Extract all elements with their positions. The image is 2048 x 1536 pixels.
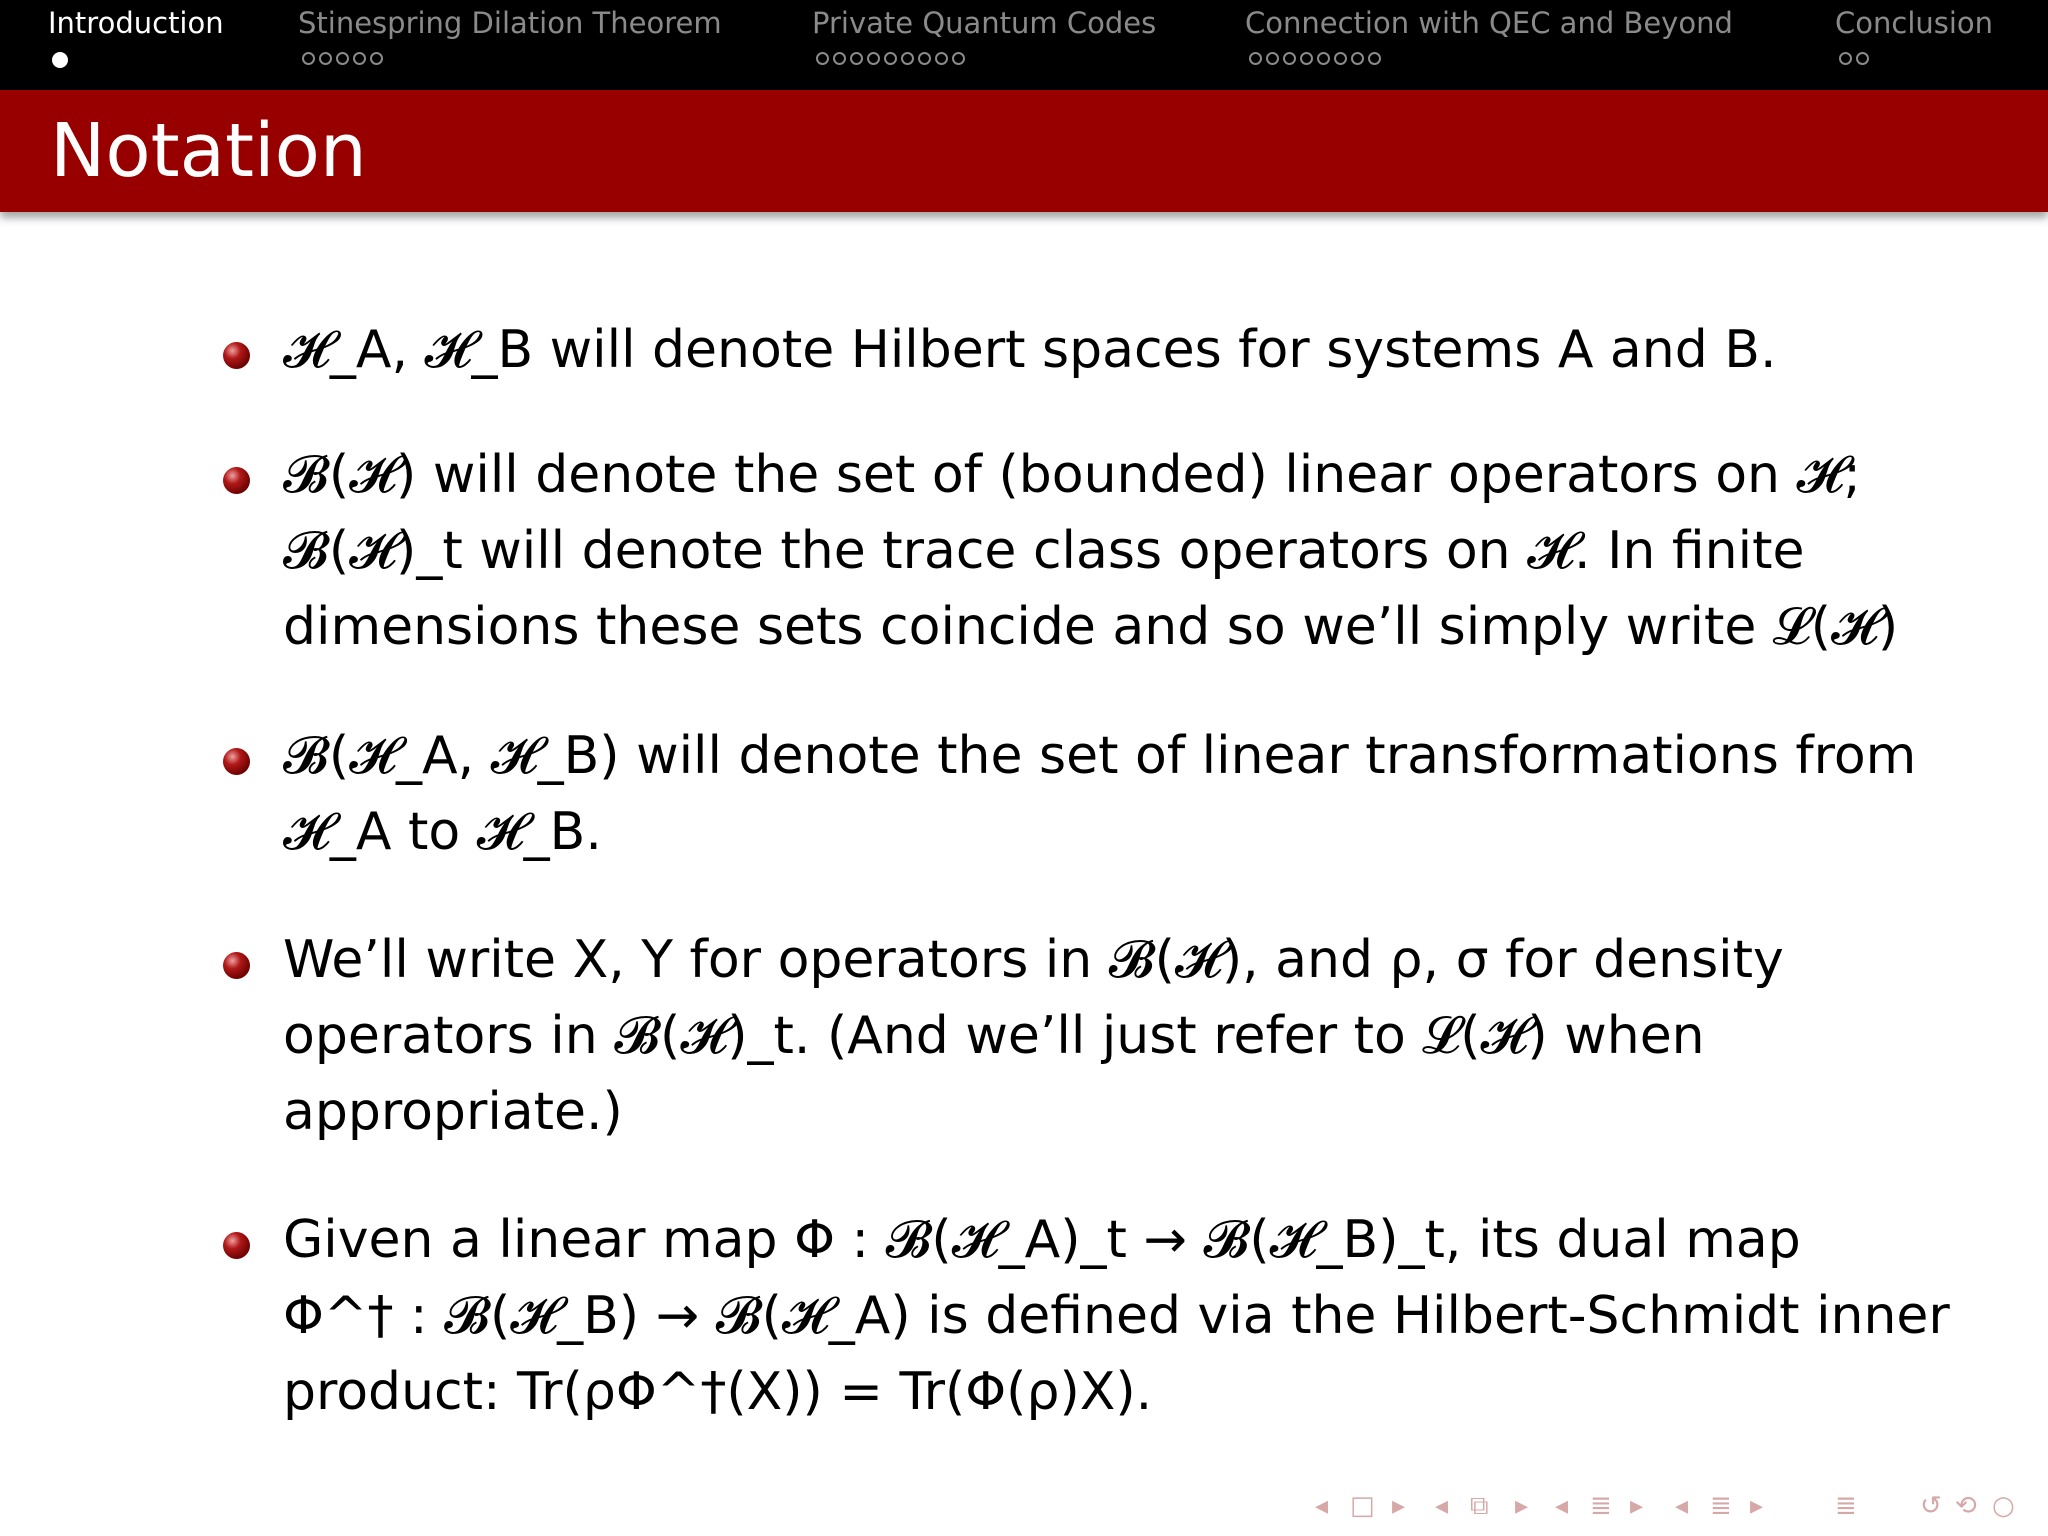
nav-section-label: Introduction (48, 6, 224, 40)
slide-dot[interactable] (867, 52, 880, 65)
bullet-text-line: dimensions these sets coincide and so we’ll simply write 𝓛(𝓗) (283, 597, 1899, 657)
frame-icon[interactable]: ⧉ (1470, 1491, 1489, 1521)
nav-slide-dots (52, 52, 68, 68)
slide-dot-current[interactable] (52, 52, 68, 68)
document-icon[interactable]: ≣ (1835, 1491, 1857, 1521)
bullet-list (0, 212, 2048, 1482)
frame-title-bar (0, 90, 2048, 212)
slide-dot[interactable] (1334, 52, 1347, 65)
frame-title: Notation (50, 108, 367, 194)
forward-icon[interactable]: ⟲ (1955, 1491, 1977, 1521)
slide-dot[interactable] (1283, 52, 1296, 65)
nav-prev-slide-icon[interactable]: ◂ (1315, 1491, 1329, 1521)
slide-dot[interactable] (353, 52, 366, 65)
bullet-text-line: operators in 𝓑(𝓗)_t. (And we’ll just refer to 𝓛(𝓗) when (283, 1006, 1705, 1066)
slide-dot[interactable] (918, 52, 931, 65)
nav-next-subsection-icon[interactable]: ▸ (1630, 1491, 1644, 1521)
slide-dot[interactable] (816, 52, 829, 65)
slide-dot[interactable] (850, 52, 863, 65)
subsection-icon[interactable]: ≣ (1590, 1491, 1612, 1521)
slide-dot[interactable] (319, 52, 332, 65)
slide-dot[interactable] (336, 52, 349, 65)
slide-dot[interactable] (1839, 52, 1852, 65)
slide-dot[interactable] (935, 52, 948, 65)
nav-slide-dots (1839, 52, 1869, 68)
bullet-text-line: Given a linear map Φ : 𝓑(𝓗_A)_t → 𝓑(𝓗_B)_t, its dual map (283, 1210, 1801, 1270)
slide-dot[interactable] (901, 52, 914, 65)
nav-slide-dots (816, 52, 965, 68)
slide-dot[interactable] (1317, 52, 1330, 65)
bullet-text-line: 𝓑(𝓗)_t will denote the trace class operators on 𝓗. In finite (283, 521, 1805, 581)
slide-dot[interactable] (302, 52, 315, 65)
slide-dot[interactable] (1856, 52, 1869, 65)
bullet-text-line: appropriate.) (283, 1082, 623, 1142)
nav-section-label: Conclusion (1835, 6, 1994, 40)
nav-section-label: Stinespring Dilation Theorem (298, 6, 722, 40)
nav-prev-subsection-icon[interactable]: ◂ (1555, 1491, 1569, 1521)
section-navigation-bar (0, 0, 2048, 90)
bullet-icon (223, 952, 250, 979)
back-icon[interactable]: ↺ (1920, 1491, 1942, 1521)
section-icon[interactable]: ≣ (1710, 1491, 1732, 1521)
slide-dot[interactable] (1300, 52, 1313, 65)
bullet-icon (223, 342, 250, 369)
slide-dot[interactable] (952, 52, 965, 65)
slide-dot[interactable] (1368, 52, 1381, 65)
bullet-text-line: 𝓗_A, 𝓗_B will denote Hilbert spaces for systems A and B. (283, 320, 1777, 380)
bullet-text-line: We’ll write X, Y for operators in 𝓑(𝓗), and ρ, σ for density (283, 930, 1784, 990)
nav-next-section-icon[interactable]: ▸ (1750, 1491, 1764, 1521)
nav-slide-dots (1249, 52, 1381, 68)
nav-section-label: Private Quantum Codes (812, 6, 1157, 40)
nav-slide-dots (302, 52, 383, 68)
slide-dot[interactable] (833, 52, 846, 65)
beamer-navigation-symbols (1300, 1488, 2040, 1524)
bullet-text-line: 𝓑(𝓗_A, 𝓗_B) will denote the set of linear transformations from (283, 726, 1917, 786)
bullet-text-line: 𝓗_A to 𝓗_B. (283, 802, 602, 862)
nav-prev-frame-icon[interactable]: ◂ (1435, 1491, 1449, 1521)
slide-icon[interactable]: □ (1350, 1491, 1375, 1521)
bullet-text-line: Φ^† : 𝓑(𝓗_B) → 𝓑(𝓗_A) is defined via the Hilbert-Schmidt inner (283, 1286, 1950, 1346)
bullet-icon (223, 467, 250, 494)
nav-prev-section-icon[interactable]: ◂ (1675, 1491, 1689, 1521)
slide-dot[interactable] (1351, 52, 1364, 65)
slide-dot[interactable] (1266, 52, 1279, 65)
slide-dot[interactable] (1249, 52, 1262, 65)
nav-next-slide-icon[interactable]: ▸ (1392, 1491, 1406, 1521)
slide-dot[interactable] (370, 52, 383, 65)
bullet-icon (223, 748, 250, 775)
nav-section-label: Connection with QEC and Beyond (1245, 6, 1733, 40)
search-icon[interactable]: ○ (1992, 1491, 2015, 1521)
bullet-icon (223, 1232, 250, 1259)
bullet-text-line: 𝓑(𝓗) will denote the set of (bounded) linear operators on 𝓗; (283, 445, 1861, 505)
slide-dot[interactable] (884, 52, 897, 65)
bullet-text-line: product: Tr(ρΦ^†(X)) = Tr(Φ(ρ)X). (283, 1362, 1153, 1422)
nav-next-frame-icon[interactable]: ▸ (1515, 1491, 1529, 1521)
